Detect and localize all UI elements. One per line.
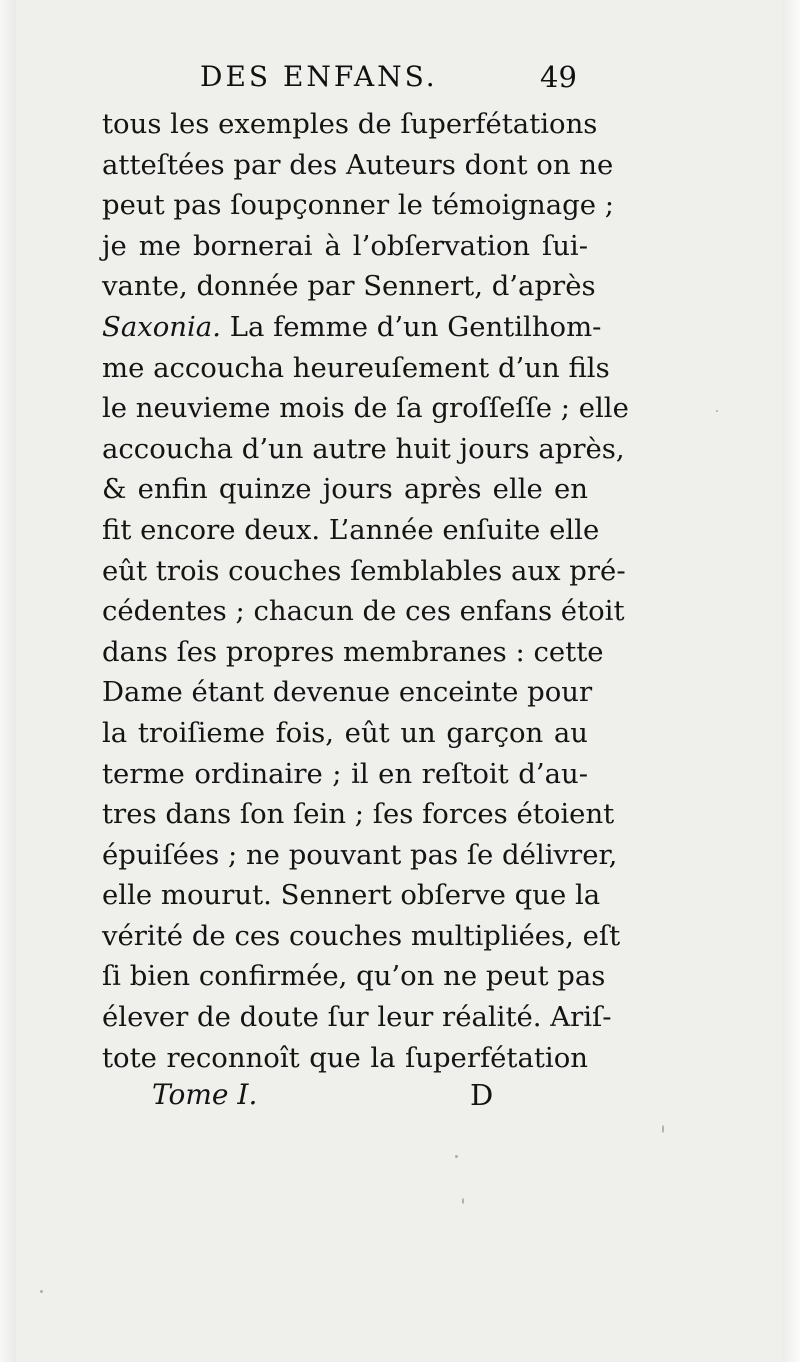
signature-letter: D [470,1078,494,1112]
text-line: épuiſées ; ne pouvant pas ſe délivrer, [102,838,618,871]
text-line: terme ordinaire ; il en reſtoit d’au- [102,757,588,790]
text-line: Dame étant devenue enceinte pour [102,676,593,709]
text-line: le neuvieme mois de ſa groſſeſſe ; elle [102,392,629,425]
text-line: tres dans ſon ſein ; ſes forces étoient [102,798,615,831]
page-edge-right [782,0,800,1362]
text-line: cédentes ; chacun de ces enfans étoit [102,595,625,628]
text-line-rest: La femme d’un Gentilhom- [220,310,602,343]
paper-speck [462,1198,464,1204]
text-line: fit encore deux. L’année enſuite elle [102,513,600,546]
text-line: la troiſieme fois, eût un garçon au [102,716,588,749]
text-line: & enfin quinze jours après elle en [102,473,588,506]
page-footer [0,1078,800,1124]
running-head: DES ENFANS. [200,60,438,93]
text-line: atteſtées par des Auteurs dont on ne [102,148,614,181]
italic-name: Saxonia. [102,310,221,343]
text-line: accoucha d’un autre huit jours après, [102,432,625,465]
text-line: elle mourut. Sennert obſerve que la [102,879,601,912]
paper-speck [662,1125,664,1133]
page-edge-left [0,0,16,1362]
text-line: ſi bien confirmée, qu’on ne peut pas [102,960,606,993]
text-line-with-italic [102,307,602,348]
text-line: élever de doute ſur leur réalité. Ariſ- [102,1001,612,1034]
paper-speck [455,1155,458,1158]
text-line: tote reconnoît que la ſuperfétation [102,1041,588,1074]
paper-speck [716,410,718,412]
body-text [102,104,629,1078]
text-line: eût trois couches ſemblables aux pré- [102,554,626,587]
volume-mark: Tome I. [152,1078,258,1111]
text-line: vante, donnée par Sennert, d’après [102,270,596,303]
text-line: je me bornerai à l’obſervation ſui- [102,229,588,262]
page-number: 49 [540,60,577,94]
text-line: vérité de ces couches multipliées, eſt [102,919,621,952]
paper-speck [40,1290,43,1293]
text-line: me accoucha heureuſement d’un fils [102,351,610,384]
text-line: dans ſes propres membranes : cette [102,635,604,668]
page-header [0,60,800,106]
text-line: peut pas ſoupçonner le témoignage ; [102,189,614,222]
text-line: tous les exemples de ſuperfétations [102,108,598,140]
